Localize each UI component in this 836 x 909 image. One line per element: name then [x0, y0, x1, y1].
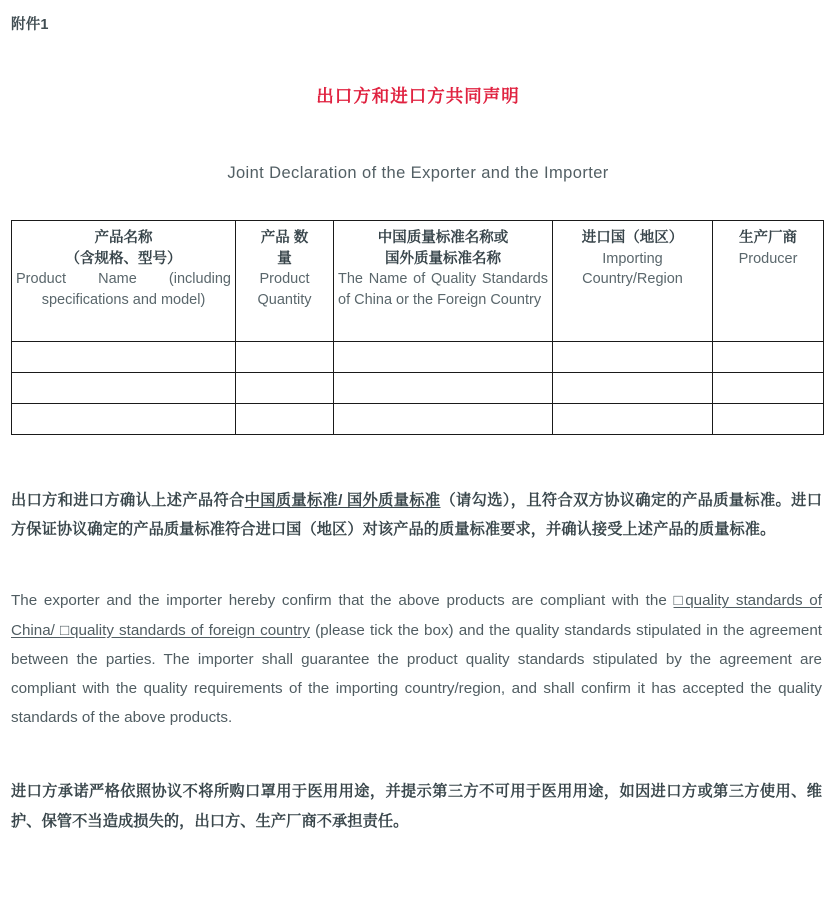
- confirmation-cn-part1: 出口方和进口方确认上述产品符合: [11, 492, 245, 509]
- table-header-producer: [713, 221, 824, 342]
- cell-product-quantity[interactable]: [236, 342, 334, 373]
- confirmation-en-part1: The exporter and the importer hereby confirm that the above products are compliant with the: [11, 592, 667, 610]
- header-en: Product Quantity: [257, 271, 312, 308]
- confirmation-en-underlined-options[interactable]: □quality standards of China/ □quality standards of foreign country: [11, 592, 822, 639]
- cell-product-name[interactable]: [12, 342, 236, 373]
- cell-quality-standard-name[interactable]: [334, 373, 553, 404]
- attachment-label: 附件1: [11, 17, 49, 33]
- cell-product-name[interactable]: [12, 404, 236, 435]
- cell-producer[interactable]: [713, 373, 824, 404]
- header-cn-line2: 量: [277, 250, 292, 267]
- table-row[interactable]: [12, 373, 824, 404]
- header-cn-line2: 国外质量标准名称: [385, 250, 501, 267]
- header-en: Importing Country/Region: [582, 250, 683, 288]
- header-cn-line2: （含规格、型号）: [65, 250, 182, 267]
- cell-product-name[interactable]: [12, 373, 236, 404]
- cell-importing-country[interactable]: [553, 373, 713, 404]
- header-cn-line1: 产品名称: [94, 230, 153, 246]
- cell-importing-country[interactable]: [553, 342, 713, 373]
- declaration-table: [11, 220, 824, 435]
- header-cn-line1: 产品 数: [260, 230, 309, 246]
- table-header-importing-country: [553, 221, 713, 342]
- header-en: Producer: [738, 250, 798, 267]
- header-cn-line1: 中国质量标准名称或: [377, 230, 509, 246]
- confirmation-en-part2: (please tick the box) and the quality standards stipulated in the agreement between the parties. The importer shall guarantee the product quality standards stipulated by the agreement are compliant with the quality requirements of the importing country/region, and shall confirm it has accepted the quality standards of the above products.: [11, 621, 822, 727]
- cell-producer[interactable]: [713, 342, 824, 373]
- header-en: Product Name (including specifications and model): [16, 271, 231, 308]
- promise-paragraph-chinese: 进口方承诺严格依照协议不将所购口罩用于医用用途，并提示第三方不可用于医用用途，如因进口方或第三方使用、维护、保管不当造成损失的，出口方、生产厂商不承担责任。: [11, 783, 822, 830]
- cell-producer[interactable]: [713, 404, 824, 435]
- header-cn-line1: 生产厂商: [739, 230, 797, 246]
- cell-importing-country[interactable]: [553, 404, 713, 435]
- confirmation-cn-underlined-options[interactable]: 中国质量标准/ 国外质量标准: [244, 492, 441, 509]
- cell-product-quantity[interactable]: [236, 404, 334, 435]
- header-en: The Name of Quality Standards of China or the Foreign Country: [338, 271, 548, 308]
- document-title-chinese: 出口方和进口方共同声明: [316, 86, 520, 106]
- declaration-table-container: [11, 220, 823, 435]
- document-title-english: Joint Declaration of the Exporter and the Importer: [227, 164, 609, 182]
- table-row[interactable]: [12, 404, 824, 435]
- table-header-row: [12, 221, 824, 342]
- confirmation-paragraph-english: [11, 586, 822, 732]
- table-header-quality-standard-name: [334, 221, 553, 342]
- table-header: [12, 221, 824, 342]
- confirmation-cn-part2: （请勾选），且符合双方协议确定的产品质量标准。进口方保证协议确定的产品质量标准符合进口国（地区）对该产品的质量标准要求，并确认接受上述产品的质量标准。: [11, 492, 822, 539]
- cell-product-quantity[interactable]: [236, 373, 334, 404]
- cell-quality-standard-name[interactable]: [334, 404, 553, 435]
- header-cn-line1: 进口国（地区）: [581, 230, 684, 246]
- table-header-product-quantity: [236, 221, 334, 342]
- confirmation-paragraph-chinese: [11, 486, 822, 544]
- table-row[interactable]: [12, 342, 824, 373]
- table-header-product-name: [12, 221, 236, 342]
- cell-quality-standard-name[interactable]: [334, 342, 553, 373]
- table-body: [12, 342, 824, 435]
